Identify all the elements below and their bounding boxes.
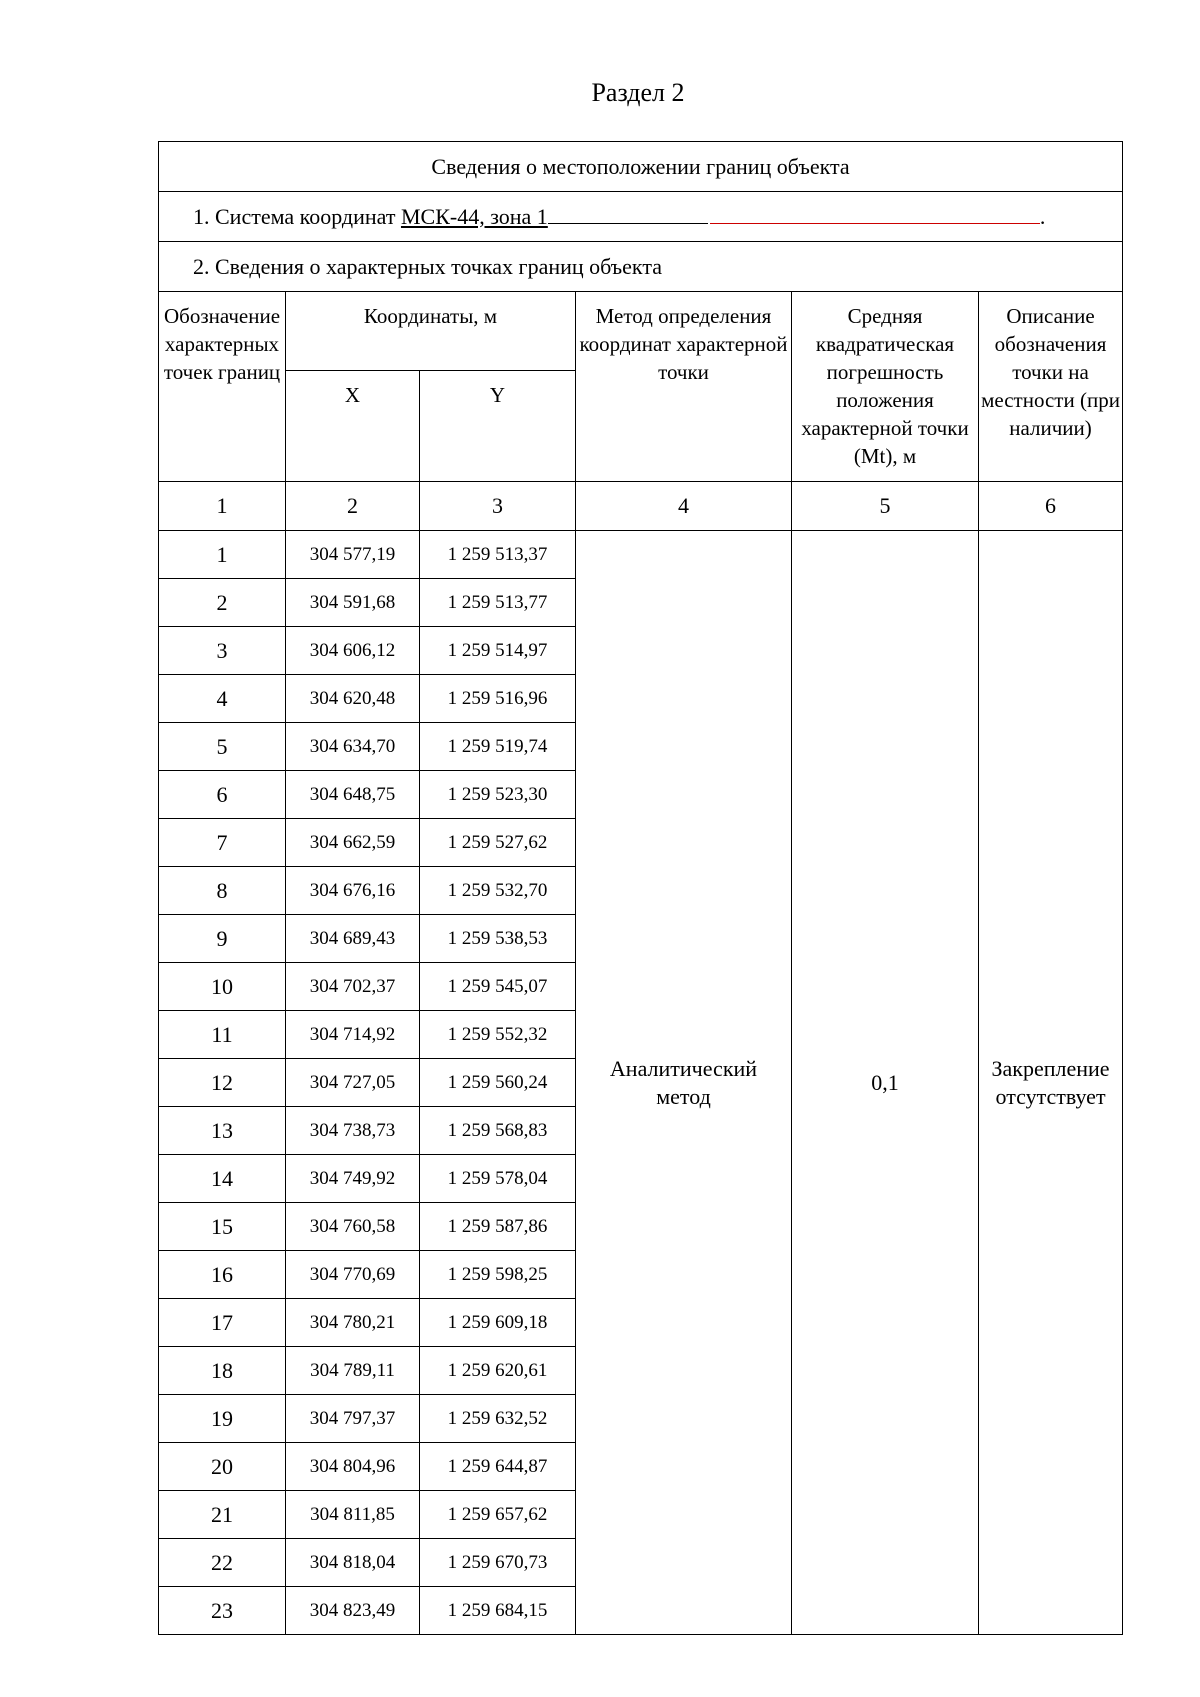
header-error: Средняя квадратическая погрешность положения характерной точки (Mt), м [792, 292, 979, 482]
points-label: 2. Сведения о характерных точках границ объекта [159, 242, 1123, 292]
point-x: 304 797,37 [286, 1395, 420, 1443]
header-description: Описание обозначения точки на местности (при наличии) [979, 292, 1123, 482]
point-number: 15 [159, 1203, 286, 1251]
point-number: 4 [159, 675, 286, 723]
point-number: 23 [159, 1587, 286, 1635]
point-x: 304 811,85 [286, 1491, 420, 1539]
point-x: 304 676,16 [286, 867, 420, 915]
point-y: 1 259 609,18 [420, 1299, 576, 1347]
column-number: 5 [792, 482, 979, 531]
header-designation: Обозначение характерных точек границ [159, 292, 286, 482]
point-number: 9 [159, 915, 286, 963]
point-y: 1 259 657,62 [420, 1491, 576, 1539]
header-y: Y [420, 371, 576, 482]
point-y: 1 259 560,24 [420, 1059, 576, 1107]
point-number: 3 [159, 627, 286, 675]
point-number: 1 [159, 531, 286, 579]
point-y: 1 259 632,52 [420, 1395, 576, 1443]
point-x: 304 689,43 [286, 915, 420, 963]
point-x: 304 702,37 [286, 963, 420, 1011]
point-x: 304 634,70 [286, 723, 420, 771]
point-x: 304 749,92 [286, 1155, 420, 1203]
point-number: 17 [159, 1299, 286, 1347]
point-x: 304 620,48 [286, 675, 420, 723]
point-y: 1 259 513,77 [420, 579, 576, 627]
point-number: 13 [159, 1107, 286, 1155]
coord-system-value: МСК-44, зона 1 [400, 203, 548, 229]
point-x: 304 804,96 [286, 1443, 420, 1491]
point-x: 304 591,68 [286, 579, 420, 627]
point-x: 304 780,21 [286, 1299, 420, 1347]
point-x: 304 662,59 [286, 819, 420, 867]
point-y: 1 259 523,30 [420, 771, 576, 819]
point-number: 11 [159, 1011, 286, 1059]
point-y: 1 259 684,15 [420, 1587, 576, 1635]
table-title: Сведения о местоположении границ объекта [159, 142, 1123, 192]
point-x: 304 760,58 [286, 1203, 420, 1251]
point-y: 1 259 568,83 [420, 1107, 576, 1155]
point-y: 1 259 545,07 [420, 963, 576, 1011]
point-y: 1 259 598,25 [420, 1251, 576, 1299]
point-y: 1 259 644,87 [420, 1443, 576, 1491]
point-x: 304 823,49 [286, 1587, 420, 1635]
method-value: Аналитический метод [576, 531, 792, 1635]
point-y: 1 259 620,61 [420, 1347, 576, 1395]
point-number: 2 [159, 579, 286, 627]
column-number: 3 [420, 482, 576, 531]
fill-line-red [710, 205, 1040, 224]
coord-system-end: . [1039, 203, 1046, 229]
point-number: 8 [159, 867, 286, 915]
point-number: 18 [159, 1347, 286, 1395]
point-number: 22 [159, 1539, 286, 1587]
point-x: 304 714,92 [286, 1011, 420, 1059]
point-y: 1 259 516,96 [420, 675, 576, 723]
point-number: 5 [159, 723, 286, 771]
column-number: 6 [979, 482, 1123, 531]
column-number: 1 [159, 482, 286, 531]
header-method: Метод определения координат характерной точки [576, 292, 792, 482]
point-y: 1 259 513,37 [420, 531, 576, 579]
point-y: 1 259 578,04 [420, 1155, 576, 1203]
point-y: 1 259 587,86 [420, 1203, 576, 1251]
point-y: 1 259 519,74 [420, 723, 576, 771]
point-y: 1 259 538,53 [420, 915, 576, 963]
point-x: 304 770,69 [286, 1251, 420, 1299]
point-y: 1 259 514,97 [420, 627, 576, 675]
point-x: 304 789,11 [286, 1347, 420, 1395]
point-x: 304 818,04 [286, 1539, 420, 1587]
point-number: 7 [159, 819, 286, 867]
point-x: 304 606,12 [286, 627, 420, 675]
point-number: 14 [159, 1155, 286, 1203]
point-y: 1 259 670,73 [420, 1539, 576, 1587]
error-value: 0,1 [792, 531, 979, 1635]
point-y: 1 259 527,62 [420, 819, 576, 867]
header-coordinates: Координаты, м [286, 292, 576, 371]
point-number: 20 [159, 1443, 286, 1491]
point-number: 10 [159, 963, 286, 1011]
fill-line-black [548, 205, 708, 224]
point-number: 19 [159, 1395, 286, 1443]
column-number: 4 [576, 482, 792, 531]
point-x: 304 738,73 [286, 1107, 420, 1155]
boundary-table [158, 141, 1123, 1635]
header-x: X [286, 371, 420, 482]
point-number: 16 [159, 1251, 286, 1299]
point-x: 304 648,75 [286, 771, 420, 819]
point-number: 21 [159, 1491, 286, 1539]
point-y: 1 259 532,70 [420, 867, 576, 915]
point-number: 6 [159, 771, 286, 819]
section-title: Раздел 2 [591, 78, 685, 107]
point-x: 304 577,19 [286, 531, 420, 579]
coord-system-row [159, 192, 1123, 242]
point-y: 1 259 552,32 [420, 1011, 576, 1059]
column-number: 2 [286, 482, 420, 531]
description-value: Закрепление отсутствует [979, 531, 1123, 1635]
coord-system-label: 1. Система координат [193, 203, 396, 229]
column-numbers-row [159, 482, 1123, 531]
table-row [159, 531, 1123, 579]
point-x: 304 727,05 [286, 1059, 420, 1107]
point-number: 12 [159, 1059, 286, 1107]
